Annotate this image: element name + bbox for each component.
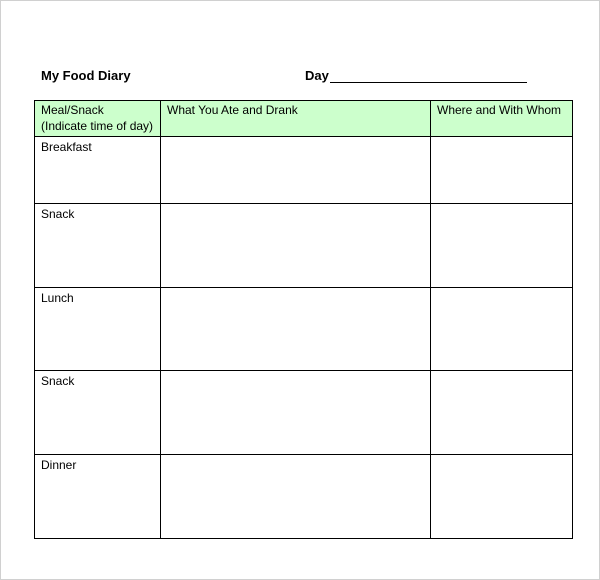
where-cell[interactable] — [431, 371, 573, 455]
ate-cell[interactable] — [161, 204, 431, 288]
day-input-line[interactable] — [330, 82, 527, 83]
column-header-meal-line1: Meal/Snack — [41, 103, 104, 117]
table-row — [35, 137, 573, 204]
where-cell[interactable] — [431, 137, 573, 204]
meal-label: Breakfast — [35, 137, 161, 204]
where-cell[interactable] — [431, 204, 573, 288]
meal-label: Snack — [35, 371, 161, 455]
table-row — [35, 288, 573, 371]
ate-cell[interactable] — [161, 455, 431, 539]
meal-label: Snack — [35, 204, 161, 288]
table-row — [35, 455, 573, 539]
column-header-where — [431, 101, 573, 137]
ate-cell[interactable] — [161, 137, 431, 204]
where-cell[interactable] — [431, 288, 573, 371]
day-label: Day — [305, 68, 329, 83]
ate-cell[interactable] — [161, 371, 431, 455]
column-header-ate-label: What You Ate and Drank — [167, 103, 298, 117]
where-cell[interactable] — [431, 455, 573, 539]
meal-label: Dinner — [35, 455, 161, 539]
table-row — [35, 204, 573, 288]
ate-cell[interactable] — [161, 288, 431, 371]
column-header-ate — [161, 101, 431, 137]
column-header-meal — [35, 101, 161, 137]
column-header-meal-line2: (Indicate time of day) — [41, 119, 154, 133]
table-row — [35, 371, 573, 455]
page-title: My Food Diary — [41, 68, 131, 83]
food-diary-table — [34, 100, 573, 539]
column-header-where-label: Where and With Whom — [437, 103, 562, 117]
meal-label: Lunch — [35, 288, 161, 371]
table-header-row — [35, 101, 573, 137]
